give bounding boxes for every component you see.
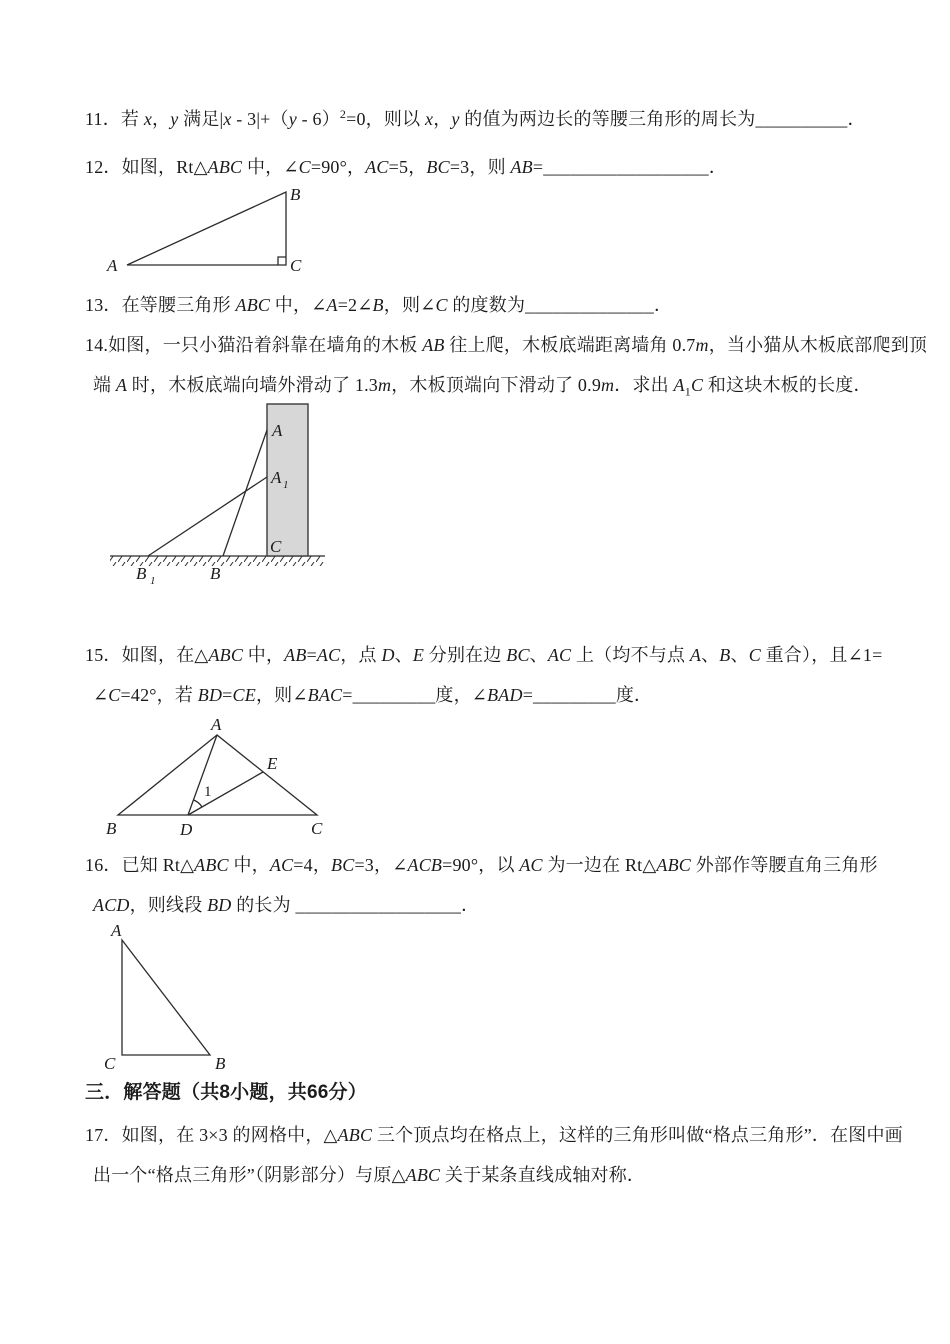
problem-15-text-line1: 15．如图，在△ABC 中，AB=AC，点 D、E 分别在边 BC、AC 上（均不与点 A、B、C 重合），且∠1= — [85, 645, 883, 665]
triangle-acb-outline — [122, 940, 210, 1055]
plank-ab — [223, 430, 267, 556]
point-label-c: C — [270, 537, 282, 556]
problem-17-text-line1: 17．如图，在 3×3 的网格中，△ABC 三个顶点均在格点上，这样的三角形叫做“格点三角形”．在图中画 — [85, 1125, 903, 1145]
vertex-label-b: B — [106, 819, 117, 838]
vertex-label-a: A — [107, 256, 118, 275]
problem-17-text-line2: 出一个“格点三角形”（阴影部分）与原△ABC 关于某条直线成轴对称． — [93, 1165, 646, 1185]
point-label-b1: B — [136, 564, 147, 583]
vertex-label-a: A — [111, 922, 122, 940]
problem-13-text: 13．在等腰三角形 ABC 中，∠A=2∠B，则∠C 的度数为______________． — [85, 295, 673, 315]
vertex-label-c: C — [311, 819, 323, 838]
point-label-a1: A — [271, 468, 282, 487]
figure-right-triangle-problem-12 — [90, 186, 320, 286]
right-angle-mark — [278, 257, 286, 265]
segment-de — [188, 772, 263, 815]
vertex-label-b: B — [215, 1054, 226, 1073]
point-label-d: D — [180, 820, 193, 839]
section-heading: 三．解答题（共8小题，共66分） — [85, 1082, 367, 1103]
point-label-a1-subscript: 1 — [283, 479, 289, 491]
angle-1-arc — [194, 800, 203, 807]
point-label-e: E — [267, 754, 278, 773]
point-label-b1-subscript: 1 — [150, 575, 156, 587]
problem-16-text-line2: ACD，则线段 BD 的长为 __________________． — [93, 895, 480, 915]
problem-12-text: 12．如图，Rt△ABC 中，∠C=90°，AC=5，BC=3，则 AB=__________________． — [85, 157, 728, 177]
figure-right-triangle-problem-16 — [95, 922, 260, 1074]
triangle-abc-outline — [118, 735, 317, 815]
problem-14-text-line2: 端 A 时，木板底端向墙外滑动了 1.3m，木板顶端向下滑动了 0.9m．求出 $A_1C$ 和这块木板的长度． — [93, 375, 872, 399]
problem-11-text: 11．若 x，y 满足|x - 3|+（y - 6）$^2$=0，则以 x，y 的值为两边长的等腰三角形的周长为__________． — [85, 107, 866, 129]
point-label-b: B — [210, 564, 221, 583]
problem-14-text-line1: 14.如图，一只小猫沿着斜靠在墙角的木板 AB 往上爬，木板底端距离墙角 0.7m，当小猫从木板底部爬到顶 — [85, 335, 928, 355]
point-label-a: A — [272, 421, 283, 440]
angle-1-label: 1 — [204, 784, 212, 800]
plank-a1b1 — [148, 477, 267, 556]
triangle-abc-outline — [127, 192, 286, 265]
vertex-label-a: A — [211, 716, 222, 734]
problem-16-text-line1: 16．已知 Rt△ABC 中，AC=4，BC=3，∠ACB=90°，以 AC 为一边在 Rt△ABC 外部作等腰直角三角形 — [85, 855, 878, 875]
figure-wall-plank-problem-14 — [100, 402, 340, 587]
figure-triangle-problem-15 — [100, 716, 345, 840]
vertex-label-b: B — [290, 186, 301, 204]
vertex-label-c: C — [290, 256, 302, 275]
problem-15-text-line2: ∠C=42°，若 BD=CE，则∠BAC=_________度，∠BAD=_________度． — [93, 685, 653, 705]
vertex-label-c: C — [104, 1054, 116, 1073]
